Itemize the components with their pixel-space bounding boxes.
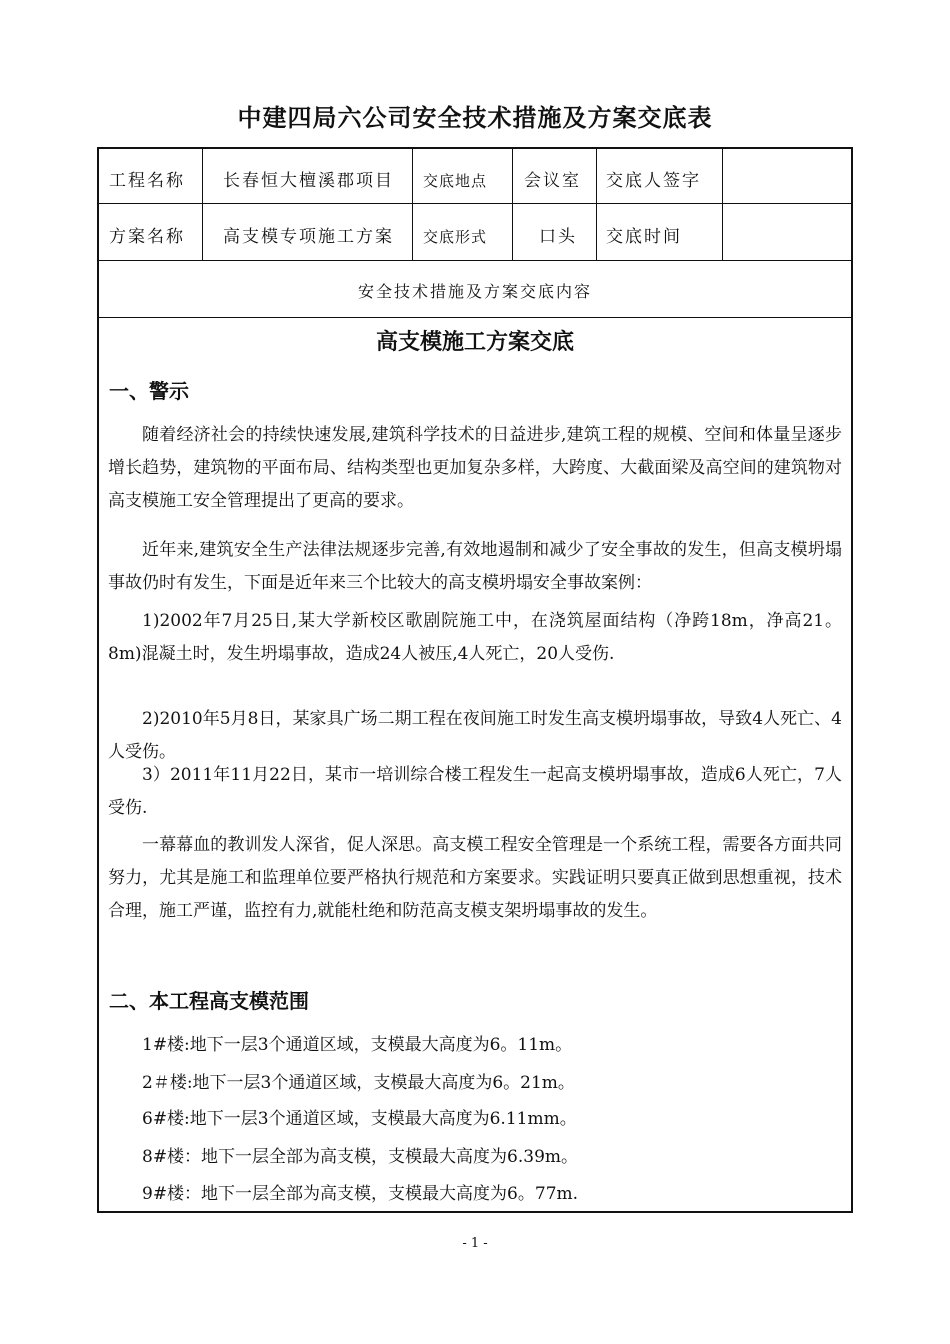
plan-name-value: 高支模专项施工方案 <box>223 227 394 247</box>
format-value: 口头 <box>539 227 577 247</box>
page-number: - 1 - <box>462 1236 488 1251</box>
paragraph: 2)2010年5月8日，某家具广场二期工程在夜间施工时发生高支模坍塌事故，导致4人死亡、4人受伤。 <box>108 709 842 762</box>
section-heading: 二、本工程高支模范围 <box>109 989 309 1013</box>
column-divider <box>596 149 597 260</box>
row-divider <box>99 203 851 204</box>
location-label: 交底地点 <box>423 172 488 190</box>
list-item: 8#楼：地下一层全部为高支模，支模最大高度为6.39m。 <box>142 1147 579 1167</box>
list-item: 9#楼：地下一层全部为高支模，支模最大高度为6。77m. <box>142 1184 579 1204</box>
paragraph: 一幕幕血的教训发人深省，促人深思。高支模工程安全管理是一个系统工程，需要各方面共同努力，尤其是施工和监理单位要严格执行规范和方案要求。实践证明只要真正做到思想重视，技术合理，施工严谨，监控有力,就能杜绝和防范高支模支架坍塌事故的发生。 <box>108 835 842 921</box>
section-heading: 一、警示 <box>109 379 189 403</box>
list-item: 2＃楼:地下一层3个通道区域，支模最大高度为6。21m。 <box>142 1073 575 1093</box>
plan-name-label: 方案名称 <box>109 227 185 247</box>
project-name-value: 长春恒大檀溪郡项目 <box>223 171 394 191</box>
column-divider <box>202 149 203 260</box>
paragraph: 3）2011年11月22日，某市一培训综合楼工程发生一起高支模坍塌事故，造成6人死亡，7人受伤. <box>108 765 842 818</box>
list-item: 6#楼:地下一层3个通道区域，支模最大高度为6.11mm。 <box>142 1109 577 1129</box>
disclosure-table <box>97 147 853 1213</box>
paragraph: 1)2002年7月25日,某大学新校区歌剧院施工中，在浇筑屋面结构（净跨18m，净高21。8m)混凝土时，发生坍塌事故，造成24人被压,4人死亡，20人受伤. <box>108 611 842 664</box>
paragraph: 近年来,建筑安全生产法律法规逐步完善,有效地遏制和减少了安全事故的发生，但高支模坍塌事故仍时有发生，下面是近年来三个比较大的高支模坍塌安全事故案例： <box>108 540 842 593</box>
content-title: 高支模施工方案交底 <box>375 330 574 355</box>
row-divider <box>99 317 851 318</box>
content-header: 安全技术措施及方案交底内容 <box>357 282 592 301</box>
column-divider <box>722 149 723 260</box>
paragraph: 随着经济社会的持续快速发展,建筑科学技术的日益进步,建筑工程的规模、空间和体量呈逐步增长趋势，建筑物的平面布局、结构类型也更加复杂多样，大跨度、大截面梁及高空间的建筑物对高支模施工安全管理提出了更高的要求。 <box>108 425 842 511</box>
project-name-label: 工程名称 <box>109 171 185 191</box>
time-label: 交底时间 <box>606 227 682 247</box>
list-item: 1#楼:地下一层3个通道区域，支模最大高度为6。11m。 <box>142 1035 573 1055</box>
row-divider <box>99 260 851 261</box>
document-title: 中建四局六公司安全技术措施及方案交底表 <box>237 104 713 132</box>
format-label: 交底形式 <box>423 228 488 246</box>
column-divider <box>512 149 513 260</box>
column-divider <box>412 149 413 260</box>
location-value: 会议室 <box>524 171 581 191</box>
signer-label: 交底人签字 <box>606 171 701 191</box>
